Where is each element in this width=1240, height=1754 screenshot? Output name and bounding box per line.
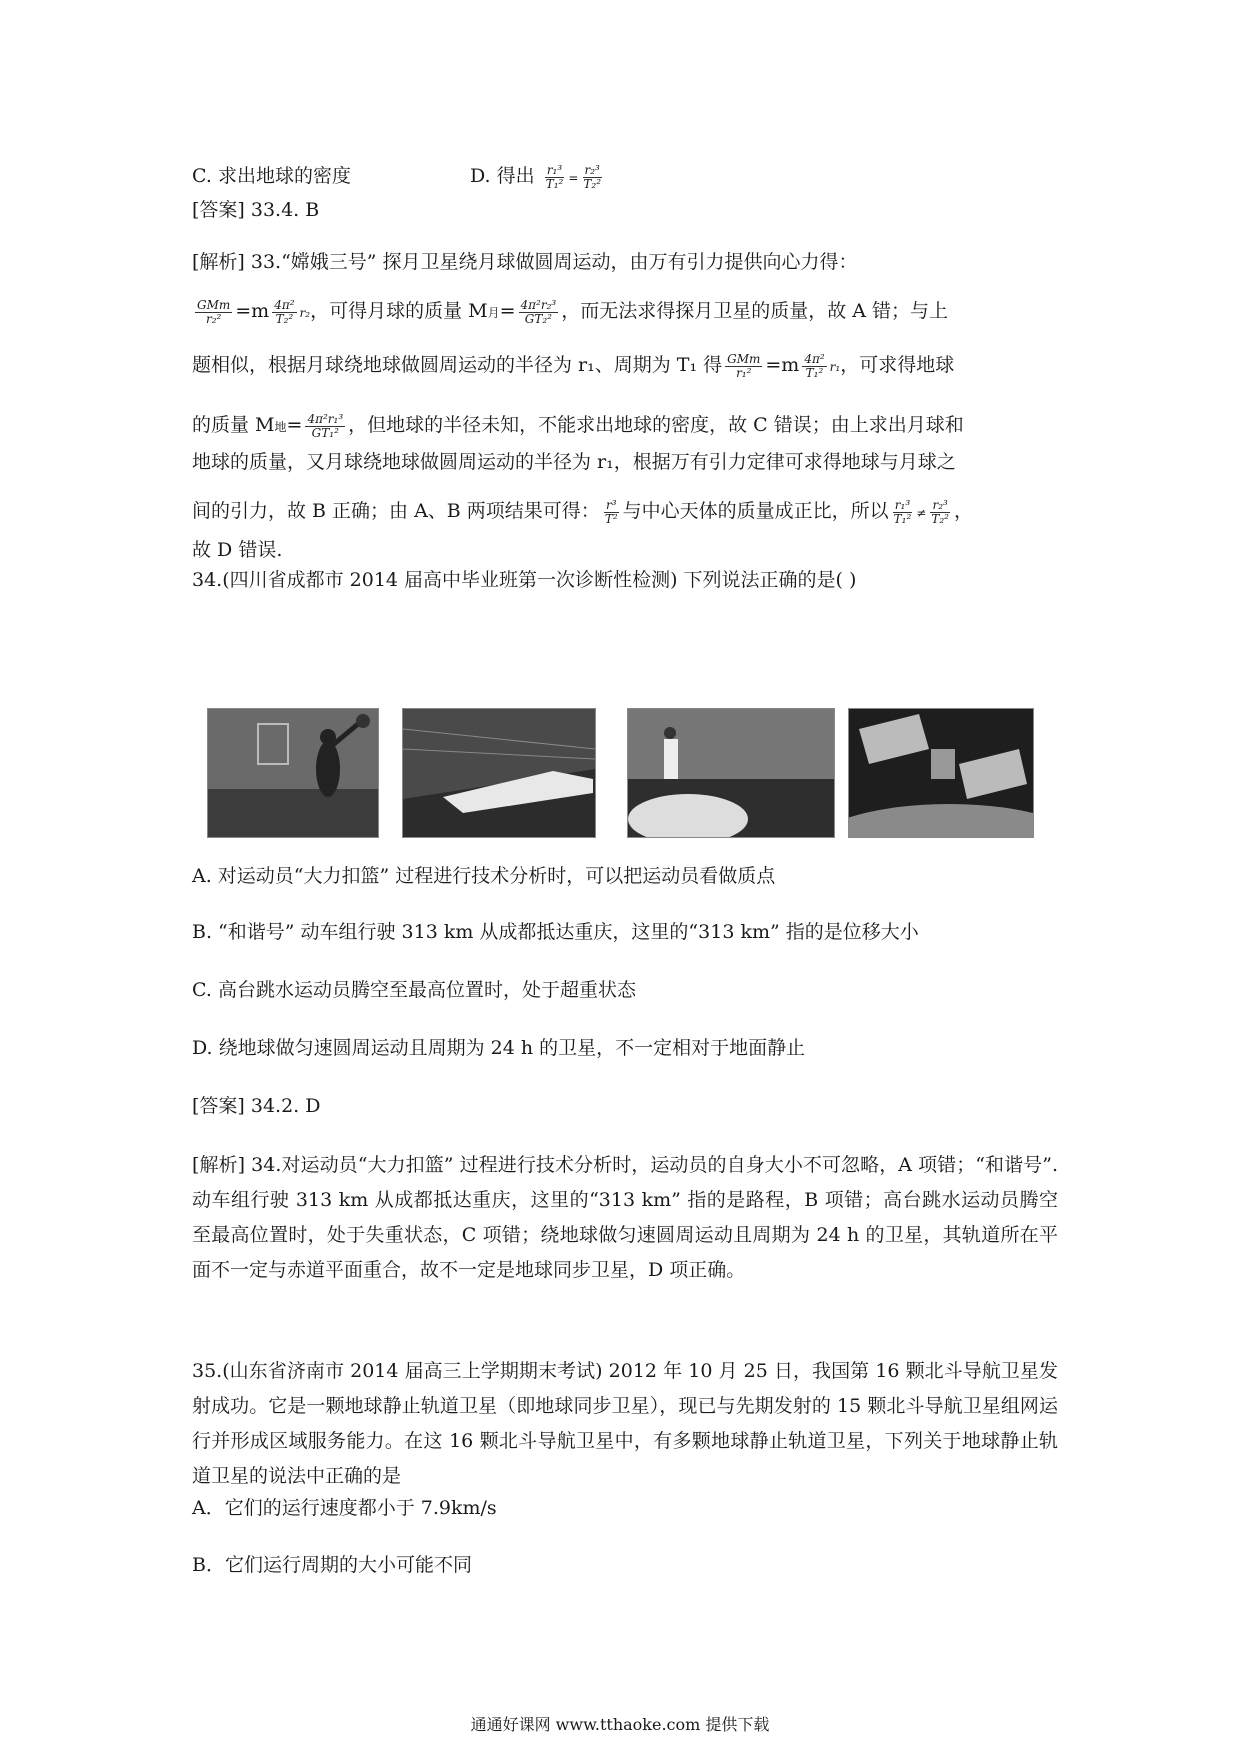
q34-question: 34.(四川省成都市 2014 届高中毕业班第一次诊断性检测) 下列说法正确的是( ) xyxy=(192,569,857,591)
q35-question: 35.(山东省济南市 2014 届高三上学期期末考试) 2012 年 10 月 25 日，我国第 16 颗北斗导航卫星发射成功。它是一颗地球静止轨道卫星（即地球同步卫星），现已与先期发射的 15 颗北斗导航卫星组网运行并形成区域服务能力。在这 16 颗北斗导航卫星中，有多颗地球静止轨道卫星，下列关于地球静止轨道卫星的说法中正确的是 xyxy=(192,1360,1058,1487)
q34-answer: [答案] 34.2. D xyxy=(192,1095,321,1117)
photo-high-diving xyxy=(627,708,835,838)
q33-analysis-intro: [解析] 33.“嫦娥三号” 探月卫星绕月球做圆周运动，由万有引力提供向心力得： xyxy=(192,251,858,273)
formula-r2-t2: $\frac{\text{r₂³}}{\text{T₂²}}$ xyxy=(583,162,601,191)
q34-option-a: A. 对运动员“大力扣篮” 过程进行技术分析时，可以把运动员看做质点 xyxy=(192,865,776,887)
q33-analysis-line7: 故 D 错误. xyxy=(192,539,283,561)
q35-option-a: A．它们的运行速度都小于 7.9km/s xyxy=(192,1497,497,1519)
q33-answer: [答案] 33.4. B xyxy=(192,199,320,221)
formula-r1-t1: $\frac{\text{r₁³}}{\text{T₁²}}$ xyxy=(545,162,564,191)
q34-option-c: C. 高台跳水运动员腾空至最高位置时，处于超重状态 xyxy=(192,979,636,1001)
q33-analysis-line4: 的质量 M地= $\frac{\text{4π²r₁³}}{\text{GT₁²}}$ ，但地球的半径未知，不能求出地球的密度，故 C 错误；由上求出月球和 xyxy=(192,411,964,440)
q33-option-d: D. 得出 $\frac{\text{r₁³}}{\text{T₁²}}$ = $\frac{\text{r₂³}}{\text{T₂²}}$ xyxy=(470,162,601,191)
photo-basketball-dunk xyxy=(207,708,379,838)
q33-analysis-line3: 题相似，根据月球绕地球做圆周运动的半径为 r₁、周期为 T₁ 得 $\frac{\text{GMm}}{\text{r₁²}}$ =m $\frac{\text{4π²}}{\text{T₁²}}$ r₁，可求得地球 xyxy=(192,351,955,380)
q34-analysis: [解析] 34.对运动员“大力扣篮” 过程进行技术分析时，运动员的自身大小不可忽略，A 项错；“和谐号”. 动车组行驶 313 km 从成都抵达重庆，这里的“313 km” 指的是路程，B 项错；高台跳水运动员腾空至最高位置时，处于失重状态，C 项错；绕地球做匀速圆周运动且周期为 24 h 的卫星，其轨道所在平面不一定与赤道平面重合，故不一定是地球同步卫星，D 项正确。 xyxy=(192,1154,1058,1281)
page-footer: 通通好课网 www.tthaoke.com 提供下载 xyxy=(470,1715,770,1734)
q33-analysis-line5: 地球的质量，又月球绕地球做圆周运动的半径为 r₁，根据万有引力定律可求得地球与月球之 xyxy=(192,451,956,473)
photo-high-speed-train xyxy=(402,708,596,838)
q33-analysis-line2: $\frac{\text{GMm}}{\text{r₂²}}$ =m $\frac{\text{4π²}}{\text{T₂²}}$ r₂，可得月球的质量 M月= $\frac{\text{4π²r₂³}}{\text{GT₂²}}$ ，而无法求得探月卫星的质量，故 A 错；与上 xyxy=(197,297,949,326)
q35-option-b: B．它们运行周期的大小可能不同 xyxy=(192,1554,472,1576)
q33-analysis-line6: 间的引力，故 B 正确；由 A、B 两项结果可得： $\frac{\text{r³}}{\text{T²}}$ 与中心天体的质量成正比，所以 $\frac{\text{r₁³}}{\text{T₁²}}$ ≠ $\frac{\text{r₂³}}{\text{T₂²}}$ ， xyxy=(192,497,973,526)
photo-satellite xyxy=(848,708,1034,838)
q34-option-b: B. “和谐号” 动车组行驶 313 km 从成都抵达重庆，这里的“313 km” 指的是位移大小 xyxy=(192,921,919,943)
q33-option-c: C. 求出地球的密度 xyxy=(192,165,351,187)
q34-option-d: D. 绕地球做匀速圆周运动且周期为 24 h 的卫星，不一定相对于地面静止 xyxy=(192,1037,806,1059)
